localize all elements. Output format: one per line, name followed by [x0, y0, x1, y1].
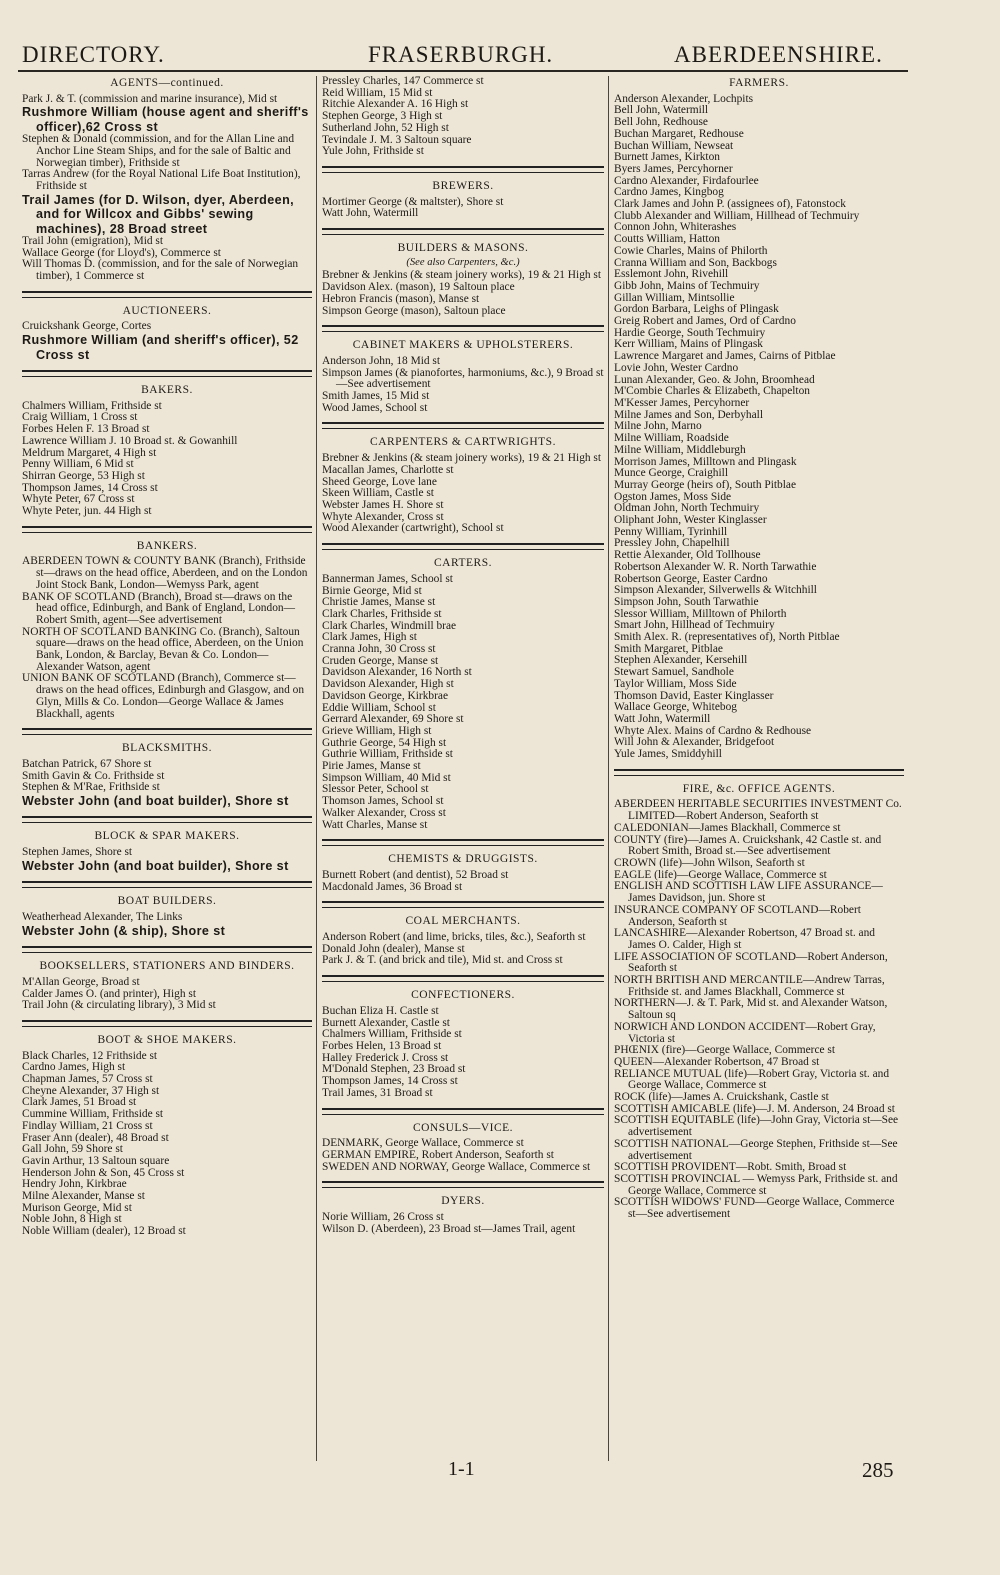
directory-entry: Penny William, Tyrinhill — [614, 525, 728, 538]
directory-entry: Connon John, Whiterashes — [614, 221, 737, 234]
directory-entry: Simpson John, South Tarwathie — [614, 595, 759, 608]
directory-entry: Pressley John, Chapelhill — [614, 537, 730, 550]
directory-entry: INSURANCE COMPANY OF SCOTLAND—Robert Anderson, Seaforth st — [614, 903, 861, 928]
column-2 — [322, 76, 604, 1235]
directory-entry: CROWN (life)—John Wilson, Seaforth st — [614, 857, 805, 869]
section-divider — [322, 422, 604, 429]
directory-entry: Grieve William, High st — [322, 724, 432, 737]
directory-entry: Park J. & T. (commission and marine insurance), Mid st — [22, 92, 278, 105]
directory-entry: Clark Charles, Frithside st — [322, 607, 442, 620]
directory-entry: Milne Alexander, Manse st — [22, 1190, 145, 1203]
directory-entry: QUEEN—Alexander Robertson, 47 Broad st — [614, 1055, 820, 1068]
directory-entry: Forbes Helen F. 13 Broad st — [22, 423, 150, 436]
section-divider — [22, 370, 312, 377]
directory-entry: ABERDEEN TOWN & COUNTY BANK (Branch), Frithside st—draws on the head office, Aberdeen, and on the London Joint Stock Bank, London—Wemyss Park, agent — [22, 555, 308, 591]
directory-entry: Chalmers William, Frithside st — [22, 399, 162, 412]
directory-entry: Ritchie Alexander A. 16 High st — [322, 98, 469, 111]
directory-entry: Brebner & Jenkins (& steam joinery works), 19 & 21 High st — [322, 452, 602, 465]
directory-entry: Clark James and John P. (assignees of), Fatonstock — [614, 198, 846, 211]
directory-entry: Bell John, Redhouse — [614, 116, 708, 129]
section-heading: BOAT BUILDERS. — [117, 895, 217, 908]
directory-entry: Penny William, 6 Mid st — [22, 458, 134, 471]
directory-section — [22, 743, 312, 808]
section-heading: BANKERS. — [136, 539, 198, 552]
directory-entry: Cardno James, High st — [22, 1061, 126, 1074]
directory-entry: LANCASHIRE—Alexander Robertson, 47 Broad st. and James O. Calder, High st — [614, 927, 876, 951]
directory-entry: Oliphant John, Wester Kinglasser — [614, 514, 767, 527]
section-heading: CARTERS. — [434, 557, 492, 570]
directory-entry: EAGLE (life)—George Wallace, Commerce st — [614, 868, 827, 881]
directory-entry: Morrison James, Milltown and Plingask — [614, 455, 797, 468]
directory-entry: Lawrence Margaret and James, Cairns of Pitblae — [614, 350, 836, 363]
directory-entry: Smith Alex. R. (representatives of), North Pitblae — [614, 631, 840, 644]
directory-entry: M'Allan George, Broad st — [22, 975, 140, 988]
header-right: ABERDEENSHIRE. — [674, 42, 883, 67]
directory-entry: Cardno Alexander, Firdafourlee — [614, 174, 759, 187]
directory-entry: Buchan Eliza H. Castle st — [322, 1004, 439, 1017]
directory-entry: Gall John, 59 Shore st — [22, 1143, 123, 1156]
directory-entry: Davidson Alex. (mason), 19 Saltoun place — [322, 281, 515, 294]
directory-entry: RELIANCE MUTUAL (life)—Robert Gray, Victoria st. and George Wallace, Commerce st — [614, 1067, 890, 1092]
directory-entry: PHŒNIX (fire)—George Wallace, Commerce st — [614, 1044, 836, 1057]
directory-entry: Wallace George, Whitebog — [614, 701, 737, 714]
printer-signature: 1-1 — [448, 1458, 475, 1480]
directory-entry: Smart John, Hillhead of Techmuiry — [614, 619, 775, 632]
directory-entry: Stephen George, 3 High st — [322, 110, 443, 123]
section-divider — [22, 881, 312, 888]
directory-section — [614, 78, 904, 761]
directory-entry: Thomson James, School st — [322, 795, 444, 808]
directory-entry: Byers James, Percyhorner — [614, 162, 733, 175]
directory-section — [322, 1196, 604, 1235]
directory-entry: Birnie George, Mid st — [322, 584, 422, 597]
directory-entry: Fraser Ann (dealer), 48 Broad st — [22, 1131, 169, 1144]
section-divider — [322, 901, 604, 908]
directory-entry: Craig William, 1 Cross st — [22, 411, 138, 424]
directory-entry: SCOTTISH NATIONAL—George Stephen, Frithside st—See advertisement — [614, 1137, 898, 1162]
directory-entry: Buchan William, Newseat — [614, 139, 734, 152]
directory-entry: Will Thomas D. (commission, and for the sale of Norwegian timber), 1 Commerce st — [22, 258, 299, 283]
directory-entry: SCOTTISH WIDOWS' FUND—George Wallace, Commerce st—See advertisement — [614, 1196, 895, 1221]
directory-entry: Simpson George (mason), Saltoun place — [322, 304, 506, 317]
directory-entry: Pressley Charles, 147 Commerce st — [322, 75, 484, 87]
section-divider — [22, 1020, 312, 1027]
directory-entry: Davidson Alexander, High st — [322, 678, 454, 691]
directory-entry: Trail John (& circulating library), 3 Mid st — [22, 999, 216, 1012]
directory-entry: Halley Frederick J. Cross st — [322, 1051, 449, 1064]
directory-entry: SCOTTISH PROVINCIAL — Wemyss Park, Frithside st. and George Wallace, Commerce st — [614, 1172, 898, 1197]
directory-entry: Calder James O. (and printer), High st — [22, 987, 196, 1000]
directory-entry: GERMAN EMPIRE, Robert Anderson, Seaforth st — [322, 1148, 554, 1161]
directory-entry: ABERDEEN HERITABLE SECURITIES INVESTMENT Co. LIMITED—Robert Anderson, Seaforth st — [614, 798, 902, 823]
directory-entry: Gavin Arthur, 13 Saltoun square — [22, 1154, 170, 1167]
directory-entry: Ogston James, Moss Side — [614, 490, 732, 503]
section-heading: BREWERS. — [432, 179, 494, 192]
directory-entry: Skeen William, Castle st — [322, 487, 434, 500]
directory-entry: Lunan Alexander, Geo. & John, Broomhead — [614, 373, 815, 386]
section-note: (See also Carpenters, &c.) — [406, 256, 520, 268]
directory-entry: Hardie George, South Techmuiry — [614, 326, 766, 339]
directory-entry: Milne John, Marno — [614, 420, 702, 433]
column-divider — [608, 76, 609, 1461]
directory-section — [322, 181, 604, 220]
section-divider — [22, 291, 312, 298]
directory-section — [322, 243, 604, 317]
section-divider — [322, 1181, 604, 1188]
directory-entry: Gillan William, Mintsollie — [614, 291, 735, 304]
featured-entry: Rushmore William (and sheriff's officer), 52 Cross st — [22, 333, 299, 362]
section-heading: BOOT & SHOE MAKERS. — [97, 1033, 237, 1046]
section-heading: CONFECTIONERS. — [411, 989, 515, 1002]
directory-entry: Eddie William, School st — [322, 701, 436, 714]
directory-entry: Wood James, School st — [322, 401, 428, 414]
directory-entry: NORTH OF SCOTLAND BANKING Co. (Branch), Saltoun square—draws on the head office, Aberdeen, on the Union Bank, London, & Barclay, Bevan & Co. London—Alexander Watson, agent — [22, 625, 304, 673]
directory-entry: Donald John (dealer), Manse st — [322, 942, 465, 955]
featured-entry: Trail James (for D. Wilson, dyer, Aberdeen, and for Willcox and Gibbs' sewing machines), 28 Broad street — [22, 192, 295, 236]
directory-section — [322, 76, 604, 158]
directory-entry: Lovie John, Wester Cardno — [614, 361, 739, 374]
section-heading: COAL MERCHANTS. — [405, 915, 521, 928]
directory-entry: NORTHERN—J. & T. Park, Mid st. and Alexander Watson, Saltoun sq — [614, 997, 888, 1022]
directory-entry: Davidson George, Kirkbrae — [322, 689, 448, 702]
directory-entry: Buchan Margaret, Redhouse — [614, 127, 744, 140]
directory-entry: Stephen & Donald (commission, and for the Allan Line and Anchor Line Steam Ships, and for the sale of Baltic and Norwegian timber), Frithside st — [22, 133, 295, 169]
directory-entry: Tarras Andrew (for the Royal National Life Boat Institution), Frithside st — [22, 168, 301, 193]
directory-section — [22, 831, 312, 873]
directory-entry: M'Donald Stephen, 23 Broad st — [322, 1063, 466, 1076]
directory-entry: Simpson Alexander, Silverwells & Witchhill — [614, 584, 817, 597]
featured-entry: Rushmore William (house agent and sheriff's officer),62 Cross st — [22, 105, 309, 134]
directory-entry: Cummine William, Frithside st — [22, 1108, 164, 1121]
section-heading: FARMERS. — [729, 77, 789, 89]
directory-entry: Smith Margaret, Pitblae — [614, 642, 723, 655]
directory-entry: Henderson John & Son, 45 Cross st — [22, 1166, 185, 1179]
directory-entry: Simpson James (& pianofortes, harmoniums, &c.), 9 Broad st—See advertisement — [322, 366, 604, 391]
directory-entry: Thompson James, 14 Cross st — [22, 481, 158, 494]
column-3 — [614, 76, 904, 1221]
directory-entry: Munce George, Craighill — [614, 467, 728, 480]
directory-entry: Clark James, High st — [322, 631, 417, 644]
directory-entry: Oldman John, North Techmuiry — [614, 502, 760, 515]
directory-entry: Stephen & M'Rae, Frithside st — [22, 781, 160, 794]
directory-entry: Guthrie William, Frithside st — [322, 748, 453, 761]
section-divider — [322, 325, 604, 332]
directory-entry: Macallan James, Charlotte st — [322, 463, 454, 476]
directory-entry: Hendry John, Kirkbrae — [22, 1178, 127, 1191]
directory-entry: Mortimer George (& maltster), Shore st — [322, 195, 504, 208]
section-heading: CARPENTERS & CARTWRIGHTS. — [370, 436, 556, 449]
directory-entry: Chalmers William, Frithside st — [322, 1028, 462, 1041]
section-divider — [322, 839, 604, 846]
directory-entry: Stewart Samuel, Sandhole — [614, 666, 734, 679]
directory-entry: Pirie James, Manse st — [322, 760, 421, 773]
directory-entry: Murison George, Mid st — [22, 1201, 132, 1214]
featured-entry: Webster John (and boat builder), Shore st — [22, 858, 289, 873]
header-left: DIRECTORY. — [22, 42, 165, 67]
directory-section — [322, 1123, 604, 1174]
directory-entry: Will John & Alexander, Bridgefoot — [614, 736, 775, 749]
directory-entry: Milne William, Roadside — [614, 432, 729, 445]
directory-section — [22, 896, 312, 938]
directory-section — [322, 558, 604, 831]
directory-entry: Yule John, Frithside st — [322, 145, 424, 158]
directory-section — [22, 541, 312, 721]
directory-entry: BANK OF SCOTLAND (Branch), Broad st—draws on the head office, Edinburgh, and Bank of England, London—Robert Smith, agent—See advertisement — [22, 590, 295, 626]
column-divider — [316, 76, 317, 1461]
directory-entry: Wilson D. (Aberdeen), 23 Broad st—James Trail, agent — [322, 1222, 576, 1235]
directory-entry: Park J. & T. (and brick and tile), Mid st. and Cross st — [322, 954, 563, 967]
directory-entry: Whyte Alexander, Cross st — [322, 510, 444, 523]
directory-entry: Wallace George (for Lloyd's), Commerce st — [22, 246, 221, 259]
directory-entry: Forbes Helen, 13 Broad st — [322, 1040, 442, 1052]
section-divider — [322, 166, 604, 173]
directory-entry: Robertson George, Easter Cardno — [614, 572, 768, 585]
directory-entry: Burnett James, Kirkton — [614, 151, 720, 164]
directory-entry: Whyte Peter, jun. 44 High st — [22, 505, 152, 518]
section-divider — [22, 728, 312, 735]
directory-entry: Anderson John, 18 Mid st — [322, 354, 441, 367]
section-heading: BUILDERS & MASONS. — [397, 242, 529, 255]
directory-entry: Cruden George, Manse st — [322, 654, 439, 667]
directory-entry: Davidson Alexander, 16 North st — [322, 666, 472, 679]
directory-entry: DENMARK, George Wallace, Commerce st — [322, 1137, 524, 1150]
header-rule — [18, 70, 908, 72]
directory-entry: Anderson Alexander, Lochpits — [614, 92, 754, 105]
directory-entry: Noble William (dealer), 12 Broad st — [22, 1225, 186, 1238]
directory-entry: Shirran George, 53 High st — [22, 469, 145, 482]
directory-entry: Cranna William and Son, Backbogs — [614, 256, 777, 269]
directory-section — [22, 1035, 312, 1238]
directory-entry: Cardno James, Kingbog — [614, 186, 724, 199]
featured-entry: Webster John (and boat builder), Shore st — [22, 794, 289, 809]
directory-section — [22, 385, 312, 518]
section-heading: AUCTIONEERS. — [122, 304, 212, 317]
directory-entry: Burnett Robert (and dentist), 52 Broad st — [322, 868, 509, 881]
directory-entry: M'Kesser James, Percyhorner — [614, 396, 750, 409]
directory-entry: Greig Robert and James, Ord of Cardno — [614, 315, 796, 328]
directory-section — [614, 784, 904, 1221]
directory-entry: Guthrie George, 54 High st — [322, 736, 447, 749]
header-center: FRASERBURGH. — [368, 42, 554, 67]
directory-entry: Murray George (heirs of), South Pitblae — [614, 478, 796, 491]
directory-entry: NORTH BRITISH AND MERCANTILE—Andrew Tarras, Frithside st. and James Blackhall, Commerce st — [614, 974, 885, 998]
directory-entry: Simpson William, 40 Mid st — [322, 771, 451, 784]
directory-entry: Whyte Alex. Mains of Cardno & Redhouse — [614, 724, 812, 737]
directory-entry: Cranna John, 30 Cross st — [322, 643, 436, 656]
directory-entry: Meldrum Margaret, 4 High st — [22, 446, 157, 459]
section-heading: BOOKSELLERS, STATIONERS AND BINDERS. — [39, 960, 295, 973]
section-heading: CABINET MAKERS & UPHOLSTERERS. — [352, 339, 574, 352]
directory-entry: Rettie Alexander, Old Tollhouse — [614, 549, 761, 562]
directory-section — [322, 990, 604, 1099]
directory-entry: Bell John, Watermill — [614, 104, 709, 117]
directory-entry: Clark James, 51 Broad st — [22, 1096, 137, 1109]
directory-section — [322, 854, 604, 893]
directory-entry: SCOTTISH EQUITABLE (life)—John Gray, Victoria st—See advertisement — [614, 1114, 899, 1139]
section-heading: CHEMISTS & DRUGGISTS. — [388, 853, 538, 866]
directory-entry: Watt John, Watermill — [322, 207, 419, 220]
directory-entry: LIFE ASSOCIATION OF SCOTLAND—Robert Anderson, Seaforth st — [614, 950, 888, 975]
directory-entry: Noble John, 8 High st — [22, 1213, 122, 1226]
directory-entry: Trail John (emigration), Mid st — [22, 234, 164, 247]
directory-entry: Gordon Barbara, Leighs of Plingask — [614, 303, 779, 316]
directory-entry: Kerr William, Mains of Plingask — [614, 338, 763, 351]
directory-entry: Milne James and Son, Derbyhall — [614, 408, 764, 421]
directory-entry: Thomson David, Easter Kinglasser — [614, 689, 774, 702]
directory-entry: Walker Alexander, Cross st — [322, 806, 446, 819]
directory-entry: Bannerman James, School st — [322, 572, 453, 585]
section-divider — [322, 228, 604, 235]
directory-entry: Christie James, Manse st — [322, 596, 436, 609]
directory-entry: ROCK (life)—James A. Cruickshank, Castle st — [614, 1091, 829, 1104]
directory-entry: Black Charles, 12 Frithside st — [22, 1049, 158, 1062]
directory-entry: Norie William, 26 Cross st — [322, 1211, 444, 1224]
section-divider — [322, 975, 604, 982]
directory-entry: Slessor Peter, School st — [322, 783, 429, 796]
directory-section — [322, 916, 604, 967]
directory-entry: Brebner & Jenkins (& steam joinery works), 19 & 21 High st — [322, 269, 602, 282]
directory-entry: Watt John, Watermill — [614, 712, 711, 725]
directory-entry: Coutts William, Hatton — [614, 233, 720, 246]
directory-entry: M'Combie Charles & Elizabeth, Chapelton — [614, 385, 810, 398]
directory-entry: Webster James H. Shore st — [322, 498, 444, 511]
directory-entry: ENGLISH AND SCOTTISH LAW LIFE ASSURANCE—James Davidson, jun. Shore st — [614, 880, 883, 905]
section-divider — [22, 946, 312, 953]
directory-entry: Anderson Robert (and lime, bricks, tiles, &c.), Seaforth st — [322, 931, 586, 944]
directory-entry: Weatherhead Alexander, The Links — [22, 911, 183, 923]
directory-entry: Gibb John, Mains of Techmuiry — [614, 279, 760, 292]
directory-section — [322, 340, 604, 414]
directory-entry: Thompson James, 14 Cross st — [322, 1075, 458, 1088]
directory-entry: Slessor William, Milltown of Philorth — [614, 607, 787, 620]
section-divider — [22, 816, 312, 823]
section-heading: DYERS. — [441, 1195, 485, 1208]
section-divider — [322, 1108, 604, 1115]
directory-section — [22, 961, 312, 1012]
directory-entry: CALEDONIAN—James Blackhall, Commerce st — [614, 821, 841, 834]
directory-entry: Milne William, Middleburgh — [614, 443, 746, 456]
directory-entry: Cowie Charles, Mains of Philorth — [614, 244, 768, 257]
section-heading: BLACKSMITHS. — [121, 742, 213, 755]
directory-entry: Taylor William, Moss Side — [614, 677, 737, 690]
page-number: 285 — [862, 1458, 894, 1482]
directory-entry: Tevindale J. M. 3 Saltoun square — [322, 133, 472, 146]
directory-entry: SCOTTISH PROVIDENT—Robt. Smith, Broad st — [614, 1161, 847, 1174]
directory-entry: Macdonald James, 36 Broad st — [322, 880, 463, 893]
directory-entry: Stephen Alexander, Kersehill — [614, 654, 748, 667]
directory-entry: SCOTTISH AMICABLE (life)—J. M. Anderson, 24 Broad st — [614, 1102, 895, 1115]
directory-section — [22, 78, 312, 283]
section-heading: BAKERS. — [141, 383, 193, 396]
section-heading: FIRE, &c. OFFICE AGENTS. — [682, 782, 836, 795]
section-heading: BLOCK & SPAR MAKERS. — [94, 830, 240, 843]
section-divider — [614, 769, 904, 776]
directory-entry: Reid William, 15 Mid st — [322, 86, 433, 99]
directory-entry: SWEDEN AND NORWAY, George Wallace, Commerce st — [322, 1160, 591, 1173]
directory-entry: Sheed George, Love lane — [322, 475, 437, 488]
directory-entry: Sutherland John, 52 High st — [322, 121, 449, 134]
directory-entry: Cheyne Alexander, 37 High st — [22, 1084, 160, 1097]
directory-section — [22, 306, 312, 362]
directory-entry: Smith Gavin & Co. Frithside st — [22, 769, 165, 782]
directory-entry: Gerrard Alexander, 69 Shore st — [322, 713, 464, 726]
directory-entry: Cruickshank George, Cortes — [22, 320, 152, 333]
directory-entry: Burnett Alexander, Castle st — [322, 1016, 450, 1029]
directory-entry: Yule James, Smiddyhill — [614, 748, 722, 761]
directory-entry: Watt Charles, Manse st — [322, 818, 428, 831]
directory-entry: Findlay William, 21 Cross st — [22, 1119, 153, 1132]
directory-entry: NORWICH AND LONDON ACCIDENT—Robert Gray, Victoria st — [614, 1020, 876, 1045]
directory-entry: Clark Charles, Windmill brae — [322, 619, 457, 632]
directory-entry: Trail James, 31 Broad st — [322, 1086, 433, 1099]
section-divider — [22, 526, 312, 533]
directory-entry: Hebron Francis (mason), Manse st — [322, 292, 480, 305]
directory-entry: COUNTY (fire)—James A. Cruickshank, 42 Castle st. and Robert Smith, Broad st.—See advertisement — [614, 833, 882, 858]
directory-entry: Wood Alexander (cartwright), School st — [322, 522, 504, 535]
directory-entry: UNION BANK OF SCOTLAND (Branch), Commerce st—draws on the head offices, Edinburgh and Glasgow, and on Glyn, Mills & Co. London—George Wallace & James Blackhall, agents — [22, 672, 305, 720]
directory-entry: Batchan Patrick, 67 Shore st — [22, 757, 152, 770]
section-heading: CONSULS—VICE. — [412, 1121, 514, 1134]
directory-section — [322, 437, 604, 535]
column-1 — [22, 76, 312, 1238]
directory-entry: Robertson Alexander W. R. North Tarwathie — [614, 560, 817, 573]
directory-entry: Whyte Peter, 67 Cross st — [22, 493, 135, 506]
section-divider — [322, 543, 604, 550]
directory-entry: Smith James, 15 Mid st — [322, 390, 430, 403]
directory-entry: Clubb Alexander and William, Hillhead of Techmuiry — [614, 209, 860, 222]
section-heading: AGENTS—continued. — [110, 77, 224, 89]
directory-entry: Lawrence William J. 10 Broad st. & Gowanhill — [22, 434, 238, 447]
featured-entry: Webster John (& ship), Shore st — [22, 923, 226, 938]
directory-entry: Esslemont John, Rivehill — [614, 268, 729, 281]
directory-entry: Stephen James, Shore st — [22, 846, 133, 859]
directory-entry: Chapman James, 57 Cross st — [22, 1073, 153, 1086]
